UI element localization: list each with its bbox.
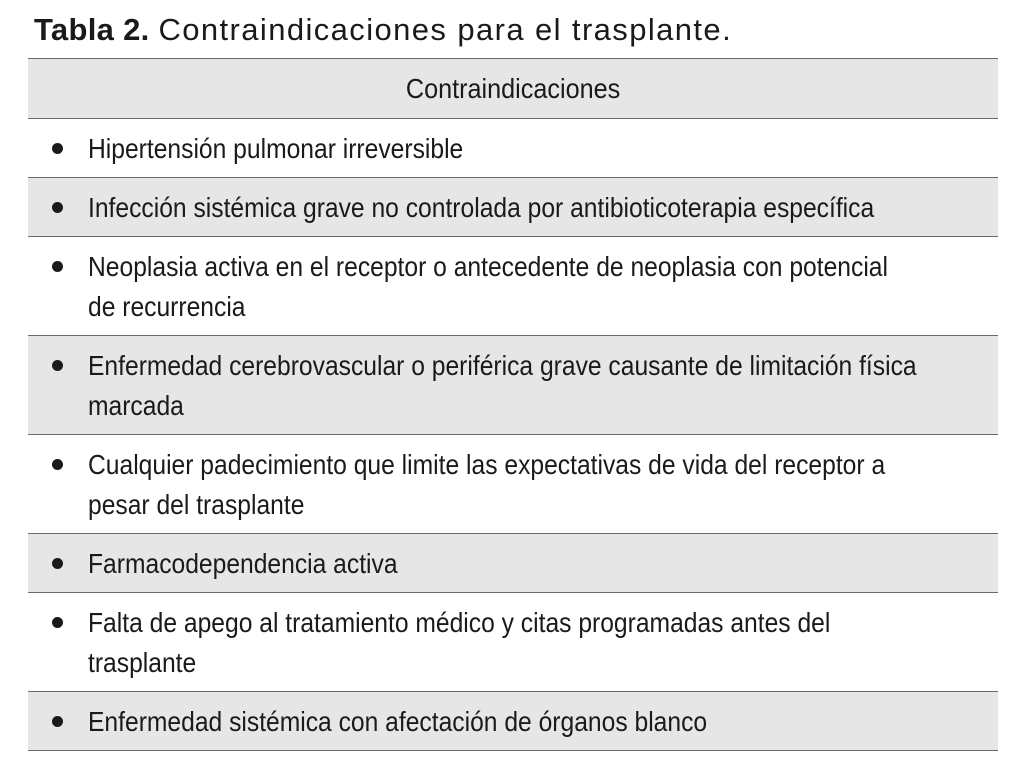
table-row [28,178,998,237]
row-text [88,346,917,426]
row-line: marcada [88,390,184,421]
table-row [28,435,998,534]
table-caption [34,10,732,50]
table-row [28,692,998,751]
bullet-icon [52,558,63,569]
row-text [88,702,880,742]
bullet-icon [52,261,63,272]
bullet-icon [52,143,63,154]
bullet-icon [52,716,63,727]
row-line: Falta de apego al tratamiento médico y citas programadas antes del [88,607,831,638]
table-row [28,237,998,336]
table-header-label: Contraindicaciones [405,72,621,104]
bullet-icon [52,617,63,628]
row-line: Cualquier padecimiento que limite las expectativas de vida del receptor a [88,449,886,480]
row-text [88,188,880,228]
row-text [88,129,880,169]
table-row [28,593,998,692]
table-header [28,59,998,119]
table-row [28,336,998,435]
row-line: de recurrencia [88,291,246,322]
row-line: Infección sistémica grave no controlada por antibioticoterapia específica [88,192,875,223]
row-text [88,544,880,584]
table-row [28,119,998,178]
row-text [88,445,886,525]
row-line: Neoplasia activa en el receptor o antecedente de neoplasia con potencial [88,251,888,282]
row-line: Enfermedad sistémica con afectación de órganos blanco [88,706,708,737]
row-line: pesar del trasplante [88,489,305,520]
row-line: Farmacodependencia activa [88,548,398,579]
table-row [28,534,998,593]
bullet-icon [52,459,63,470]
table-title: Contraindicaciones para el trasplante. [158,12,733,47]
bullet-icon [52,202,63,213]
table-number-label: Tabla 2. [34,12,150,47]
bullet-icon [52,360,63,371]
row-line: Enfermedad cerebrovascular o periférica grave causante de limitación física [88,350,917,381]
contraindications-table [28,58,998,751]
row-line: Hipertensión pulmonar irreversible [88,133,464,164]
row-text [88,603,880,683]
row-text [88,247,888,327]
row-line: trasplante [88,647,197,678]
